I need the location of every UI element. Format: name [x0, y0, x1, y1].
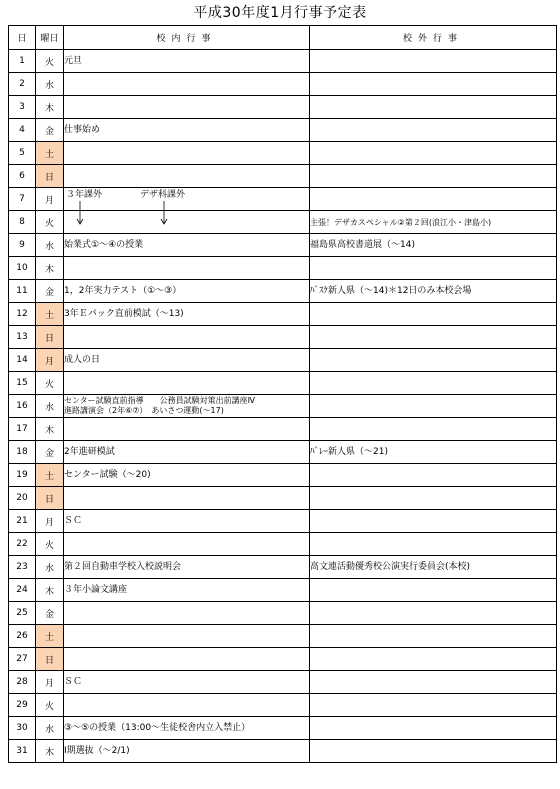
external-event-cell — [310, 648, 557, 671]
external-event-cell — [310, 510, 557, 533]
annotation-label: ３年課外 — [66, 190, 103, 200]
class-annotation-group — [64, 188, 309, 210]
weekday-cell: 水 — [36, 717, 64, 740]
internal-event-cell — [64, 165, 310, 188]
external-event-cell: 福島県高校書道展（～14) — [310, 234, 557, 257]
header-external-events: 校外行事 — [310, 26, 557, 50]
table-row — [9, 280, 557, 303]
external-event-cell — [310, 257, 557, 280]
weekday-cell: 水 — [36, 73, 64, 96]
internal-event-cell — [64, 257, 310, 280]
table-row — [9, 96, 557, 119]
external-event-cell — [310, 349, 557, 372]
table-row — [9, 602, 557, 625]
table-row — [9, 303, 557, 326]
day-cell: 2 — [9, 73, 36, 96]
table-row — [9, 717, 557, 740]
external-event-cell — [310, 303, 557, 326]
weekday-cell: 金 — [36, 441, 64, 464]
internal-event-cell — [64, 326, 310, 349]
table-row — [9, 487, 557, 510]
day-cell: 21 — [9, 510, 36, 533]
weekday-cell: 木 — [36, 257, 64, 280]
external-event-cell — [310, 717, 557, 740]
external-event-cell — [310, 96, 557, 119]
external-event-cell — [310, 165, 557, 188]
table-row — [9, 142, 557, 165]
external-event-cell — [310, 418, 557, 441]
day-cell: 22 — [9, 533, 36, 556]
table-row — [9, 395, 557, 418]
table-row — [9, 671, 557, 694]
internal-event-cell: センター試験（～20) — [64, 464, 310, 487]
table-row — [9, 625, 557, 648]
weekday-cell: 月 — [36, 671, 64, 694]
weekday-cell: 火 — [36, 372, 64, 395]
day-cell: 17 — [9, 418, 36, 441]
weekday-cell: 月 — [36, 188, 64, 211]
table-row — [9, 556, 557, 579]
day-cell: 26 — [9, 625, 36, 648]
internal-event-cell: 1，2年実力テスト（①～③） — [64, 280, 310, 303]
day-cell: 11 — [9, 280, 36, 303]
weekday-cell: 日 — [36, 487, 64, 510]
internal-event-cell: ＳＣ — [64, 510, 310, 533]
external-event-cell — [310, 602, 557, 625]
table-row — [9, 441, 557, 464]
table-row — [9, 50, 557, 73]
schedule-body — [9, 50, 557, 763]
day-cell: 23 — [9, 556, 36, 579]
weekday-cell: 水 — [36, 234, 64, 257]
external-event-cell — [310, 464, 557, 487]
table-row — [9, 349, 557, 372]
weekday-cell: 木 — [36, 579, 64, 602]
day-cell: 28 — [9, 671, 36, 694]
day-cell: 29 — [9, 694, 36, 717]
weekday-cell: 土 — [36, 303, 64, 326]
internal-event-cell — [64, 96, 310, 119]
header-weekday: 曜日 — [36, 26, 64, 50]
day-cell: 5 — [9, 142, 36, 165]
day-cell: 7 — [9, 188, 36, 211]
day-cell: 1 — [9, 50, 36, 73]
internal-event-cell: 2年進研模試 — [64, 441, 310, 464]
weekday-cell: 金 — [36, 602, 64, 625]
table-row — [9, 533, 557, 556]
table-row — [9, 579, 557, 602]
internal-event-cell: Ⅰ期選抜（～2/1) — [64, 740, 310, 763]
internal-event-cell: 仕事始め — [64, 119, 310, 142]
table-row — [9, 648, 557, 671]
annotation-label: デザ科課外 — [140, 190, 186, 200]
weekday-cell: 水 — [36, 556, 64, 579]
weekday-cell: 土 — [36, 464, 64, 487]
table-row — [9, 119, 557, 142]
table-row — [9, 464, 557, 487]
arrow-down-icon — [64, 188, 264, 218]
external-event-cell — [310, 533, 557, 556]
weekday-cell: 木 — [36, 96, 64, 119]
external-event-cell — [310, 487, 557, 510]
external-event-cell — [310, 372, 557, 395]
weekday-cell: 日 — [36, 326, 64, 349]
external-event-cell — [310, 671, 557, 694]
table-row — [9, 740, 557, 763]
external-event-cell — [310, 625, 557, 648]
external-event-cell — [310, 740, 557, 763]
external-event-cell — [310, 50, 557, 73]
weekday-cell: 土 — [36, 142, 64, 165]
external-event-cell: 主張！デザカスペシャル②第２回(浪江小・津島小) — [310, 211, 557, 234]
day-cell: 19 — [9, 464, 36, 487]
internal-event-cell — [64, 533, 310, 556]
day-cell: 16 — [9, 395, 36, 418]
weekday-cell: 金 — [36, 280, 64, 303]
internal-event-cell: ３年小論文講座 — [64, 579, 310, 602]
external-event-cell: ﾊﾞｽｹ新人県（～14)＊12日のみ本校会場 — [310, 280, 557, 303]
internal-event-cell: 始業式①～④の授業 — [64, 234, 310, 257]
internal-event-cell — [64, 487, 310, 510]
day-cell: 24 — [9, 579, 36, 602]
internal-event-cell — [64, 602, 310, 625]
internal-event-cell: ③～⑤の授業（13:00～生徒校舎内立入禁止） — [64, 717, 310, 740]
external-event-cell: ﾊﾞﾚｰ新人県（～21) — [310, 441, 557, 464]
day-cell: 9 — [9, 234, 36, 257]
internal-event-cell — [64, 395, 310, 418]
header-row — [9, 26, 557, 50]
weekday-cell: 火 — [36, 211, 64, 234]
internal-event-line: 進路講演会（2年⑥⑦） あいさつ運動(～17) — [64, 406, 224, 415]
day-cell: 3 — [9, 96, 36, 119]
weekday-cell: 金 — [36, 119, 64, 142]
weekday-cell: 木 — [36, 418, 64, 441]
external-event-cell — [310, 142, 557, 165]
weekday-cell: 火 — [36, 50, 64, 73]
internal-event-cell: 元旦 — [64, 50, 310, 73]
table-row — [9, 165, 557, 188]
day-cell: 27 — [9, 648, 36, 671]
day-cell: 13 — [9, 326, 36, 349]
weekday-cell: 火 — [36, 533, 64, 556]
internal-event-cell — [64, 625, 310, 648]
day-cell: 8 — [9, 211, 36, 234]
table-row — [9, 694, 557, 717]
weekday-cell: 水 — [36, 395, 64, 418]
day-cell: 30 — [9, 717, 36, 740]
day-cell: 25 — [9, 602, 36, 625]
internal-event-cell: 第２回自動車学校入校説明会 — [64, 556, 310, 579]
external-event-cell — [310, 188, 557, 211]
day-cell: 20 — [9, 487, 36, 510]
external-event-cell — [310, 694, 557, 717]
weekday-cell: 日 — [36, 165, 64, 188]
weekday-cell: 火 — [36, 694, 64, 717]
weekday-cell: 木 — [36, 740, 64, 763]
internal-event-line: センター試験直前指導 公務員試験対策出前講座Ⅳ — [64, 396, 256, 405]
table-row — [9, 188, 557, 211]
page-title: 平成30年度1月行事予定表 — [193, 5, 367, 21]
table-row — [9, 326, 557, 349]
day-cell: 31 — [9, 740, 36, 763]
weekday-cell: 月 — [36, 510, 64, 533]
table-row — [9, 510, 557, 533]
external-event-cell — [310, 73, 557, 96]
external-event-cell — [310, 119, 557, 142]
day-cell: 12 — [9, 303, 36, 326]
table-row — [9, 418, 557, 441]
table-row — [9, 234, 557, 257]
internal-event-cell: ＳＣ — [64, 671, 310, 694]
day-cell: 10 — [9, 257, 36, 280]
internal-event-cell — [64, 142, 310, 165]
external-event-cell — [310, 326, 557, 349]
table-row — [9, 73, 557, 96]
day-cell: 15 — [9, 372, 36, 395]
table-row — [9, 257, 557, 280]
internal-event-cell: 成人の日 — [64, 349, 310, 372]
header-day: 日 — [9, 26, 36, 50]
weekday-cell: 月 — [36, 349, 64, 372]
external-event-cell — [310, 579, 557, 602]
internal-event-cell: 3年Ｅパック直前模試（～13) — [64, 303, 310, 326]
table-row — [9, 372, 557, 395]
header-internal-events: 校内行事 — [64, 26, 310, 50]
external-event-cell — [310, 395, 557, 418]
internal-event-cell — [64, 188, 310, 211]
schedule-table — [8, 25, 557, 763]
external-event-cell: 高文連活動優秀校公演実行委員会(本校) — [310, 556, 557, 579]
internal-event-cell — [64, 694, 310, 717]
day-cell: 18 — [9, 441, 36, 464]
day-cell: 6 — [9, 165, 36, 188]
internal-event-cell — [64, 648, 310, 671]
internal-event-cell — [64, 372, 310, 395]
internal-event-cell — [64, 418, 310, 441]
day-cell: 4 — [9, 119, 36, 142]
day-cell: 14 — [9, 349, 36, 372]
weekday-cell: 土 — [36, 625, 64, 648]
weekday-cell: 日 — [36, 648, 64, 671]
internal-event-cell — [64, 73, 310, 96]
